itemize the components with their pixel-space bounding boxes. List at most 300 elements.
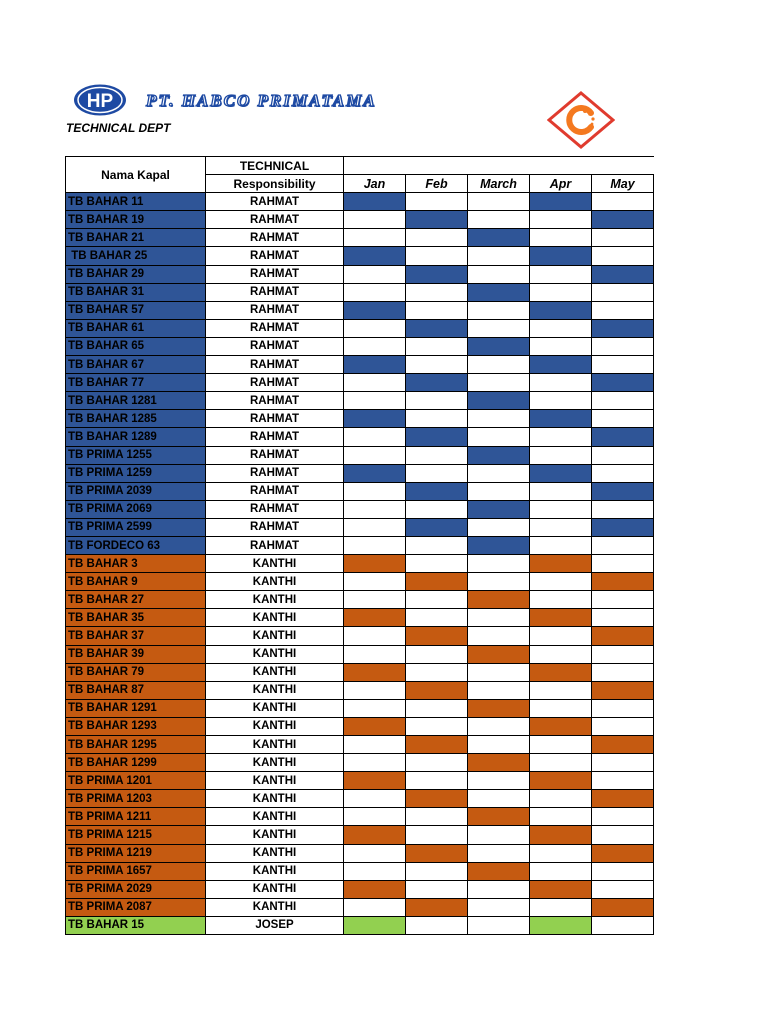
month-cell [468, 663, 530, 681]
month-cell [344, 500, 406, 518]
responsibility-cell: RAHMAT [206, 410, 344, 428]
month-cell [530, 645, 592, 663]
table-row [66, 609, 654, 627]
ship-name-cell: TB BAHAR 61 [66, 319, 206, 337]
month-cell [344, 826, 406, 844]
month-cell [530, 211, 592, 229]
ship-name-cell: TB BAHAR 1289 [66, 428, 206, 446]
month-cell [344, 356, 406, 374]
month-cell [406, 609, 468, 627]
month-cell [592, 337, 654, 355]
month-cell [406, 265, 468, 283]
ship-name-cell: TB BAHAR 1293 [66, 717, 206, 735]
ship-name-cell: TB BAHAR 29 [66, 265, 206, 283]
table-row [66, 645, 654, 663]
month-cell [344, 319, 406, 337]
month-cell [530, 337, 592, 355]
month-cell [468, 193, 530, 211]
maintenance-schedule-table [65, 156, 654, 935]
month-header: Feb [406, 175, 468, 193]
month-cell [468, 518, 530, 536]
month-cell [530, 265, 592, 283]
month-cell [468, 410, 530, 428]
month-cell [530, 374, 592, 392]
month-cell [344, 555, 406, 573]
month-cell [406, 229, 468, 247]
table-row [66, 211, 654, 229]
ship-name-cell: TB BAHAR 1291 [66, 699, 206, 717]
month-header: March [468, 175, 530, 193]
ship-name-cell: TB BAHAR 27 [66, 591, 206, 609]
table-row [66, 193, 654, 211]
month-cell [592, 482, 654, 500]
table-row [66, 591, 654, 609]
month-cell [344, 880, 406, 898]
month-cell [406, 337, 468, 355]
month-cell [406, 880, 468, 898]
month-cell [344, 283, 406, 301]
month-cell [406, 736, 468, 754]
table-row [66, 482, 654, 500]
month-cell [592, 283, 654, 301]
responsibility-cell: KANTHI [206, 609, 344, 627]
month-cell [344, 464, 406, 482]
month-cell [592, 555, 654, 573]
responsibility-cell: KANTHI [206, 699, 344, 717]
month-cell [344, 663, 406, 681]
ship-name-cell: TB BAHAR 9 [66, 573, 206, 591]
month-cell [344, 808, 406, 826]
month-cell [406, 500, 468, 518]
month-cell [592, 844, 654, 862]
month-cell [468, 862, 530, 880]
company-logo-hp [72, 83, 128, 117]
month-cell [468, 591, 530, 609]
responsibility-cell: KANTHI [206, 736, 344, 754]
month-cell [468, 392, 530, 410]
ship-name-cell: TB BAHAR 11 [66, 193, 206, 211]
table-row [66, 410, 654, 428]
ship-name-cell: TB BAHAR 39 [66, 645, 206, 663]
month-cell [468, 844, 530, 862]
responsibility-cell: KANTHI [206, 627, 344, 645]
month-cell [468, 573, 530, 591]
month-cell [468, 301, 530, 319]
month-cell [530, 283, 592, 301]
month-cell [468, 337, 530, 355]
table-row [66, 826, 654, 844]
month-cell [468, 265, 530, 283]
responsibility-cell: KANTHI [206, 898, 344, 916]
table-row [66, 808, 654, 826]
month-cell [406, 681, 468, 699]
month-cell [406, 193, 468, 211]
month-cell [530, 627, 592, 645]
ship-name-cell: TB PRIMA 2039 [66, 482, 206, 500]
month-cell [406, 301, 468, 319]
month-cell [592, 500, 654, 518]
month-cell [592, 392, 654, 410]
month-cell [406, 808, 468, 826]
month-cell [344, 754, 406, 772]
month-cell [344, 410, 406, 428]
responsibility-cell: RAHMAT [206, 193, 344, 211]
month-cell [344, 573, 406, 591]
month-cell [592, 573, 654, 591]
responsibility-cell: RAHMAT [206, 446, 344, 464]
responsibility-cell: KANTHI [206, 790, 344, 808]
month-cell [344, 681, 406, 699]
month-cell [530, 301, 592, 319]
month-cell [468, 699, 530, 717]
month-cell [530, 555, 592, 573]
ship-name-cell: TB PRIMA 1255 [66, 446, 206, 464]
month-cell [344, 229, 406, 247]
company-name: PT. HABCO PRIMATAMA [146, 91, 377, 110]
ship-name-cell: TB BAHAR 1295 [66, 736, 206, 754]
responsibility-cell: RAHMAT [206, 356, 344, 374]
month-cell [530, 898, 592, 916]
ship-name-cell: TB PRIMA 1215 [66, 826, 206, 844]
month-header: Jan [344, 175, 406, 193]
month-cell [592, 681, 654, 699]
responsibility-cell: JOSEP [206, 916, 344, 934]
month-cell [468, 880, 530, 898]
month-cell [406, 283, 468, 301]
month-cell [468, 898, 530, 916]
month-cell [406, 717, 468, 735]
month-cell [592, 880, 654, 898]
month-cell [344, 645, 406, 663]
responsibility-cell: RAHMAT [206, 392, 344, 410]
table-row [66, 790, 654, 808]
month-cell [530, 392, 592, 410]
table-row [66, 500, 654, 518]
month-cell [344, 193, 406, 211]
month-cell [406, 211, 468, 229]
responsibility-cell: KANTHI [206, 808, 344, 826]
month-cell [530, 500, 592, 518]
ship-name-cell: TB BAHAR 1281 [66, 392, 206, 410]
month-cell [406, 699, 468, 717]
ship-name-cell: TB PRIMA 2029 [66, 880, 206, 898]
month-cell [592, 464, 654, 482]
table-row [66, 736, 654, 754]
ship-name-cell: TB BAHAR 87 [66, 681, 206, 699]
responsibility-cell: KANTHI [206, 645, 344, 663]
month-cell [468, 536, 530, 554]
month-cell [406, 392, 468, 410]
month-cell [530, 663, 592, 681]
month-cell [406, 898, 468, 916]
table-row [66, 301, 654, 319]
table-row [66, 844, 654, 862]
responsibility-cell: RAHMAT [206, 374, 344, 392]
month-cell [530, 193, 592, 211]
month-cell [406, 916, 468, 934]
responsibility-cell: KANTHI [206, 844, 344, 862]
month-cell [592, 862, 654, 880]
logo-hp-text: HP [86, 91, 114, 112]
month-cell [468, 609, 530, 627]
ship-name-cell: TB BAHAR 31 [66, 283, 206, 301]
responsibility-cell: KANTHI [206, 591, 344, 609]
table-row [66, 374, 654, 392]
month-cell [344, 772, 406, 790]
table-row [66, 555, 654, 573]
month-cell [592, 301, 654, 319]
responsibility-cell: RAHMAT [206, 283, 344, 301]
responsibility-cell: RAHMAT [206, 301, 344, 319]
table-row [66, 754, 654, 772]
responsibility-cell: KANTHI [206, 826, 344, 844]
month-cell [530, 826, 592, 844]
month-cell [406, 374, 468, 392]
month-cell [468, 446, 530, 464]
responsibility-cell: RAHMAT [206, 518, 344, 536]
table-row [66, 356, 654, 374]
month-cell [592, 736, 654, 754]
month-cell [592, 754, 654, 772]
table-row [66, 265, 654, 283]
ship-name-cell: TB BAHAR 25 [66, 247, 206, 265]
table-row [66, 283, 654, 301]
table-row [66, 518, 654, 536]
ship-name-cell: TB PRIMA 1657 [66, 862, 206, 880]
ship-name-cell: TB BAHAR 57 [66, 301, 206, 319]
month-cell [468, 627, 530, 645]
month-cell [592, 536, 654, 554]
month-cell [530, 446, 592, 464]
responsibility-cell: RAHMAT [206, 482, 344, 500]
header-ship-name: Nama Kapal [66, 157, 206, 193]
month-cell [530, 609, 592, 627]
table-row [66, 627, 654, 645]
month-cell [344, 265, 406, 283]
month-cell [468, 283, 530, 301]
month-cell [344, 627, 406, 645]
ship-name-cell: TB BAHAR 79 [66, 663, 206, 681]
table-row [66, 862, 654, 880]
table-row [66, 663, 654, 681]
month-cell [344, 482, 406, 500]
month-cell [344, 428, 406, 446]
month-cell [592, 717, 654, 735]
table-row [66, 428, 654, 446]
month-cell [530, 862, 592, 880]
month-cell [468, 681, 530, 699]
month-cell [406, 428, 468, 446]
month-cell [406, 754, 468, 772]
table-row [66, 319, 654, 337]
month-cell [344, 211, 406, 229]
month-cell [530, 808, 592, 826]
ship-name-cell: TB BAHAR 19 [66, 211, 206, 229]
month-cell [592, 446, 654, 464]
responsibility-cell: RAHMAT [206, 536, 344, 554]
responsibility-cell: RAHMAT [206, 428, 344, 446]
responsibility-cell: KANTHI [206, 862, 344, 880]
month-cell [592, 790, 654, 808]
responsibility-cell: KANTHI [206, 717, 344, 735]
table-row [66, 880, 654, 898]
month-cell [592, 211, 654, 229]
month-cell [406, 247, 468, 265]
month-cell [468, 790, 530, 808]
month-cell [344, 518, 406, 536]
month-cell [592, 410, 654, 428]
table-row [66, 898, 654, 916]
table-row [66, 699, 654, 717]
table-row [66, 464, 654, 482]
month-cell [468, 645, 530, 663]
responsibility-cell: RAHMAT [206, 211, 344, 229]
month-cell [530, 536, 592, 554]
month-cell [344, 862, 406, 880]
month-cell [468, 356, 530, 374]
month-cell [592, 374, 654, 392]
month-cell [592, 428, 654, 446]
month-cell [406, 826, 468, 844]
table-row [66, 392, 654, 410]
header-months-group [344, 157, 654, 175]
month-cell [530, 880, 592, 898]
month-cell [530, 410, 592, 428]
table-row [66, 681, 654, 699]
month-cell [592, 609, 654, 627]
table-row [66, 247, 654, 265]
month-cell [468, 482, 530, 500]
responsibility-cell: RAHMAT [206, 500, 344, 518]
month-cell [530, 844, 592, 862]
month-cell [592, 591, 654, 609]
month-cell [592, 663, 654, 681]
month-cell [592, 826, 654, 844]
schedule-rows [66, 193, 654, 935]
month-cell [344, 247, 406, 265]
month-cell [468, 247, 530, 265]
responsibility-cell: KANTHI [206, 573, 344, 591]
table-row [66, 337, 654, 355]
month-cell [468, 464, 530, 482]
responsibility-cell: RAHMAT [206, 464, 344, 482]
ship-name-cell: TB PRIMA 1201 [66, 772, 206, 790]
month-cell [592, 808, 654, 826]
month-cell [530, 573, 592, 591]
ship-name-cell: TB PRIMA 2069 [66, 500, 206, 518]
month-cell [344, 898, 406, 916]
month-cell [530, 518, 592, 536]
month-cell [406, 555, 468, 573]
month-cell [592, 898, 654, 916]
month-cell [344, 392, 406, 410]
month-cell [530, 428, 592, 446]
month-cell [530, 247, 592, 265]
month-cell [406, 627, 468, 645]
table-row [66, 717, 654, 735]
month-cell [344, 536, 406, 554]
month-cell [530, 916, 592, 934]
responsibility-cell: RAHMAT [206, 337, 344, 355]
month-cell [468, 319, 530, 337]
month-cell [406, 482, 468, 500]
month-cell [344, 790, 406, 808]
month-cell [530, 591, 592, 609]
header-technical: TECHNICAL [206, 157, 344, 175]
month-cell [344, 591, 406, 609]
month-cell [468, 555, 530, 573]
table-row [66, 446, 654, 464]
month-cell [406, 356, 468, 374]
month-cell [468, 374, 530, 392]
month-cell [530, 699, 592, 717]
ship-name-cell: TB BAHAR 35 [66, 609, 206, 627]
month-cell [406, 464, 468, 482]
ship-name-cell: TB PRIMA 1203 [66, 790, 206, 808]
table-row [66, 916, 654, 934]
month-cell [530, 790, 592, 808]
month-cell [406, 410, 468, 428]
month-cell [406, 772, 468, 790]
responsibility-cell: KANTHI [206, 681, 344, 699]
month-cell [344, 916, 406, 934]
month-cell [406, 319, 468, 337]
month-cell [530, 717, 592, 735]
month-cell [344, 446, 406, 464]
month-cell [406, 790, 468, 808]
month-cell [406, 591, 468, 609]
month-cell [468, 211, 530, 229]
month-cell [406, 446, 468, 464]
month-cell [592, 229, 654, 247]
month-cell [468, 428, 530, 446]
month-cell [344, 699, 406, 717]
ship-name-cell: TB BAHAR 77 [66, 374, 206, 392]
month-cell [530, 356, 592, 374]
ship-name-cell: TB BAHAR 67 [66, 356, 206, 374]
month-cell [530, 772, 592, 790]
month-cell [592, 247, 654, 265]
responsibility-cell: KANTHI [206, 880, 344, 898]
responsibility-cell: RAHMAT [206, 319, 344, 337]
ship-name-cell: TB PRIMA 2599 [66, 518, 206, 536]
month-cell [592, 772, 654, 790]
month-cell [592, 916, 654, 934]
table-row [66, 772, 654, 790]
ship-name-cell: TB PRIMA 1219 [66, 844, 206, 862]
month-cell [530, 229, 592, 247]
ship-name-cell: TB BAHAR 1299 [66, 754, 206, 772]
month-cell [406, 663, 468, 681]
month-cell [592, 193, 654, 211]
month-cell [592, 265, 654, 283]
table-row [66, 573, 654, 591]
month-cell [468, 500, 530, 518]
month-cell [592, 627, 654, 645]
responsibility-cell: KANTHI [206, 772, 344, 790]
month-cell [592, 518, 654, 536]
month-cell [530, 681, 592, 699]
month-cell [468, 916, 530, 934]
responsibility-cell: KANTHI [206, 663, 344, 681]
brand-logo-diamond-icon [547, 91, 615, 149]
month-header: Apr [530, 175, 592, 193]
month-cell [344, 717, 406, 735]
department-label: TECHNICAL DEPT [66, 121, 171, 135]
responsibility-cell: RAHMAT [206, 229, 344, 247]
month-cell [406, 536, 468, 554]
ship-name-cell: TB FORDECO 63 [66, 536, 206, 554]
